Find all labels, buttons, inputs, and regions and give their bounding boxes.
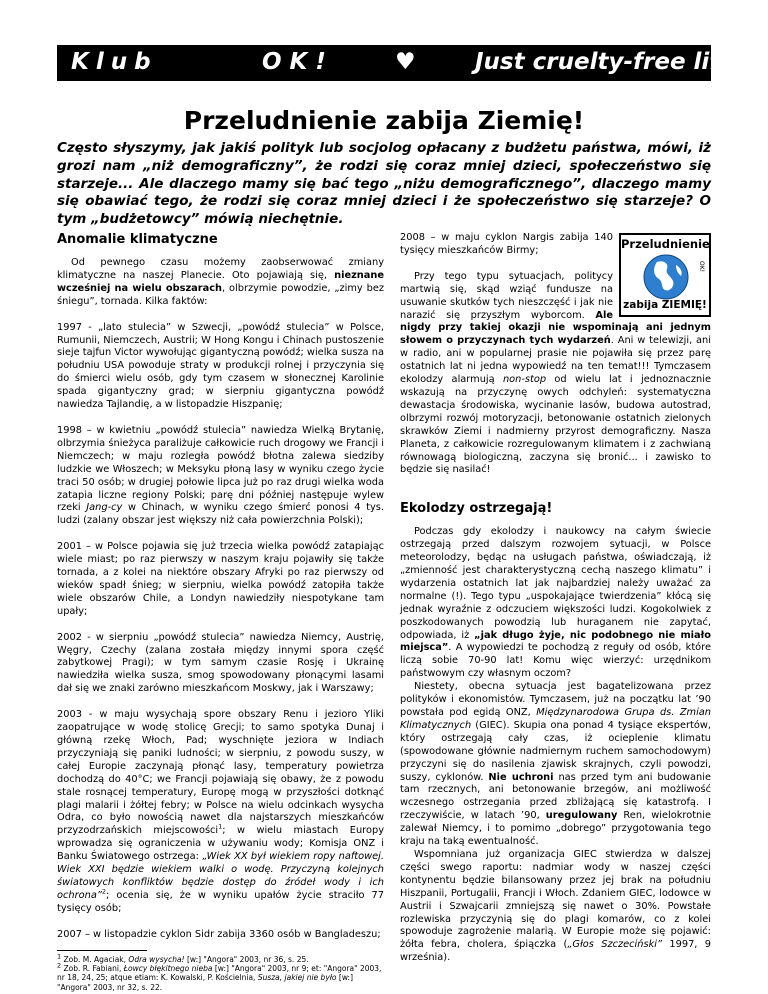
- text-run: Ren, wielokrotnie zalewał Niemcy, i to pomimo „dobrego” przygotowania tego kraju na taką ewentualność.: [400, 810, 711, 848]
- banner-ok: OK!: [262, 49, 334, 75]
- text-run: Zob. M. Agaciak,: [61, 954, 129, 964]
- logo-top-text: Przeludnienie: [621, 237, 710, 251]
- text-run-italic: Jang-cy: [86, 502, 123, 514]
- heart-icon: ♥: [395, 49, 416, 75]
- intro-paragraph: [57, 257, 384, 309]
- text-run-bold: Ale nigdy przy takiej okazji nie wspominają ani jednym słowem o przyczynach tych wydarzeń: [400, 309, 711, 347]
- entry-2001: 2001 – w Polsce pojawia się już trzecia wielka powódź zatapiając wiele miast; po raz pierwszy w naszym kraju pojawiły się także tornada, a z kolei na niektóre obszary Afryki po raz pierwszy od wieków spadł śnieg; w sierpniu, wielka powódź zatopiła także wiele obszarów Chile, a Londyn nawiedziły niespotykane tam upały;: [57, 541, 384, 617]
- section-heading-anomalie: Anomalie klimatyczne: [57, 232, 218, 247]
- logo-side-text: OK!: [698, 261, 705, 273]
- text-run: ; ocenia się, że w wyniku upałów życie straciło 77 tysięcy osób;: [57, 889, 384, 914]
- footnote-number: 2: [57, 961, 62, 970]
- entry-2002: 2002 - w sierpniu „powódź stulecia” nawiedza Niemcy, Austrię, Węgry, Czechy (zalana została między innymi spora część zabytkowej Pragi); w tym samym czasie Rosję i Ukrainę nawiedziła wielka susza, smog spowodowany płonącymi lasami dał się we znaki zarówno mieszkańcom Moskwy, jak i Warszawy;: [57, 631, 384, 695]
- text-run-italic: „Głos Szczeciński”: [567, 939, 663, 951]
- footnote-ref-1: 1: [218, 823, 223, 832]
- text-run: . Ani w telewizji, ani w radio, ani w popularnej prasie nie pojawiła się przez parę ostatnich lat ni jedna wypowiedź na ten temat!!! Tymczasem ekolodzy alarmują: [400, 335, 711, 386]
- entry-2008: 2008 – w maju cyklon Nargis zabija 140 tysięcy mieszkańców Birmy;: [400, 232, 613, 256]
- text-run: nas przed tym ani budowanie tam rzecznych, ani betonowanie brzegów, ani możliwość wczesnego ostrzegania przed zbliżającą się katastrofą. I rzeczywiście, w latach ’90,: [400, 771, 711, 822]
- logo-bottom-text: zabija ZIEMIĘ!: [623, 299, 707, 312]
- text-run-bold: nieznane wcześniej na wielu obszarach: [57, 269, 384, 294]
- header-banner: [57, 45, 746, 81]
- text-run: [w:] "Angora" 2003, nr 32, s. 22.: [57, 973, 354, 992]
- footnote-1: [57, 952, 384, 964]
- text-run: [w:] "Angora" 2003, nr 36, s. 25.: [184, 954, 309, 964]
- section-heading-ekolodzy: Ekolodzy ostrzegają!: [400, 501, 553, 517]
- text-run: (GIEC). Skupia ona ponad 4 tysiące ekspertów, który ostrzegają cały czas, iż ocieplenie klimatu (spowodowane głównie nadmiernym ruchem samochodowym) przyczyni się do nasilenia zjawisk skrajnych, czyli powodzi, suszy, cyklonów.: [400, 719, 711, 783]
- text-run: ; w wielu miastach Europy wprowadza się ograniczenia w używaniu wody; Komisja ONZ i Banku Światowego ostrzega:: [57, 825, 384, 863]
- ekolodzy-paragraph-3: [400, 849, 711, 965]
- footnote-ref-2: 2: [101, 887, 107, 896]
- text-run: Od pewnego czasu możemy zaobserwować zmiany klimatyczne na naszej Planecie. Oto pojawiają się,: [57, 257, 384, 281]
- text-run: Niestety, obecna sytuacja jest bagatelizowana przez polityków i ekonomistów. Tymczasem, już na początku lat ’90 powstała pod egidą ONZ,: [400, 681, 711, 718]
- text-run-italic: Międzynarodowa Grupa ds. Zmian Klimatycznych: [400, 707, 712, 731]
- text-run: . A wypowiedzi te pochodzą z reguły od osób, które liczą sobie 70-90 lat! Komu więc wierzyć: urzędnikom państwowym czy własnym oczom?: [400, 642, 711, 680]
- text-run: 1997, 9 września).: [400, 939, 711, 964]
- text-run-bold: uregulowany: [545, 810, 618, 822]
- entry-1997: 1997 - „lato stulecia” w Szwecji, „powódź stulecia” w Polsce, Rumunii, Niemczech, Austrii; W Hong Kongu i Chinach pustoszenie sieje tajfun Victor wywołując gigantyczną powódź; wielka susza na południu USA powoduje straty w produkcji rolnej i przyczynia się do śmierci wielu osób, gdy tym czasem w słonecznej Karolinie spada gigantyczny grad; w sierpniu gigantyczna powódź nawiedza Tajlandię, a w listopadzie Hiszpanię;: [57, 321, 384, 411]
- left-column: [57, 232, 384, 992]
- entry-2003: [57, 709, 384, 916]
- text-run-bold: „jak długo żyje, nic podobnego nie miało miejsca”: [400, 629, 711, 654]
- entry-1998: [57, 425, 384, 528]
- text-run: Zob. R. Fabiani,: [61, 964, 124, 973]
- text-run: od wielu lat i jednoznacznie wskazują na przyczynę owych odchyleń: systematyczna dewastacja środowiska, wycinanie lasów, budowa autostrad, olbrzymi rozwój motoryzacji, betonowanie ostatnich zielonych skrawków Ziemi i nadmierny przyrost demograficzny. Nasza Planeta, z całkowicie rozregulowanym klimatem i z zachwianą równowagą biologiczną, zaczyna się bronić... i zawisko to będzie się nasilać!: [400, 374, 711, 476]
- text-run: Podczas gdy ekolodzy i naukowcy na całym świecie ostrzegają przed dalszym rozwojem sytuacji, w Polsce meteorolodzy, będąc na usługach państwa, oświadczają, iż „zmienność jest charakterystyczną cechą naszego klimatu” i wydarzenia ostatnich lat jak najbardziej należy uważać za normalne (!). Tego typu „uspokajające twierdzenia” kłócą się jednak wyraźnie z odczuciem większości ludzi. Kogokolwiek z poszkodowanych powodzią lub huraganem nie zapytać, odpowiada, iż: [400, 526, 711, 641]
- ekolodzy-paragraph-2: [400, 681, 711, 849]
- campaign-logo: [619, 233, 711, 317]
- text-run-italic: Odra wysycha!: [128, 954, 185, 964]
- text-run: [w:] "Angora" 2003, nr 9; et: "Angora" 2003, nr 18, 24, 25; atque etiam: K. Kowalski, P. Kościelnia,: [57, 964, 382, 983]
- text-run: Wspomniana już organizacja GIEC stwierdza w dalszej części swego raportu: nadmiar wody w naszej części kontynentu będzie bilansowany przez jej brak na południu Hiszpanii, Portugalii, Francji i Włoch. Zdaniem GIEC, lodowce w Austrii i Szwajcarii zmniejszą się nawet o 30%. Powstałe rozlewiska przyczynią się do plagi komarów, co z kolei spowoduje zagrożenie malarią. W Europie może się pojawić: żółta febra, cholera, śpiączka (: [400, 848, 711, 951]
- footnote-2: [57, 961, 384, 992]
- text-run: 2003 - w maju wysychają spore obszary Renu i jezioro Yliki zaopatrujące w wodę stolicę Grecji; to samo spotyka Dunaj i główną rzekę Włoch, Pad; wyschnięte jeziora w Indiach przyczyniają się paniki ludności; w sierpniu, z powodu suszy, w całej Europie zaczynają płonąć lasy, temperatury powietrza dochodzą do 40°C; we Francji pojawiają się obawy, że z powodu stale rosnącej temperatury, Europę mogą w przyszłości dotknąć plagi malarii i żółtej febry; w Polsce na wielu odcinkach wysycha Odra, co było nowością nawet dla najstarszych mieszkańców przyzodrzańskich miejscowości: [57, 709, 384, 837]
- globe-icon: [643, 254, 689, 300]
- footnote-divider: [57, 950, 147, 951]
- text-run: Przy tego typu sytuacjach, politycy martwią się, skąd wziąć fundusze na usuwanie skutków tych nieszczęść i jak nie narazić się przyszłym wyborcom.: [400, 270, 613, 321]
- text-run-italic: non-stop: [502, 374, 547, 386]
- text-run: 1998 – w kwietniu „powódź stulecia” nawiedza Wielką Brytanię, olbrzymia śnieżyca paraliżuje całkowicie ruch drogowy we Francji i Niemczech; w maju rozległa powódź błotna zalewa siedziby ludzkie we Włoszech; w Meksyku płoną lasy w wyniku czego życie traci 50 osób; w drugiej połowie lipca już po raz drugi wielka woda zatapia liczne regiony Polski; parę dni później następuje wylew rzeki: [57, 424, 384, 514]
- text-run: w Chinach, w wyniku czego śmierć ponosi 4 tys. ludzi (zalany obszar jest większy niż cała powierzchnia Polski);: [57, 502, 384, 527]
- lead-paragraph: Często słyszymy, jak jakiś polityk lub socjolog opłacany z budżetu państwa, mówi, iż grozi nam „niż demograficzny”, że rodzi się coraz mniej dzieci, społeczeństwo się starzeje... Ale dlaczego mamy się bać tego „niżu demograficznego”, dlaczego mamy się obawiać tego, że rodzi się coraz mniej dzieci i że społeczeństwo się starzeje? O tym „budżetowcy” mówią niechętnie.: [57, 140, 711, 228]
- text-run: , olbrzymie powodzie, „zimy bez śniegu”, tornada. Kilka faktów:: [57, 282, 384, 307]
- text-run-italic: Łowcy błękitnego nieba: [123, 964, 213, 973]
- text-run-italic: Susza, jakiej nie było: [257, 973, 337, 983]
- footnotes: [57, 952, 384, 993]
- footnote-number: 1: [57, 952, 62, 961]
- right-column: [400, 232, 711, 965]
- entry-2007: 2007 – w listopadzie cyklon Sidr zabija 3360 osób w Bangladeszu;: [57, 928, 381, 940]
- banner-klub: Klub: [71, 49, 158, 75]
- text-run-bold: Nie uchroni: [488, 771, 554, 783]
- ekolodzy-paragraph-1: [400, 526, 711, 681]
- text-run-italic: „Wiek XX był wiekiem ropy naftowej. Wiek XXI będzie wiekiem walki o wodę. Przyczyną kolejnych światowych konfliktów będzie dostęp do źródeł wody i ich ochrona”: [57, 851, 384, 901]
- banner-slogan: Just cruelty-free life!: [475, 49, 746, 75]
- page-title: Przeludnienie zabija Ziemię!: [183, 106, 585, 135]
